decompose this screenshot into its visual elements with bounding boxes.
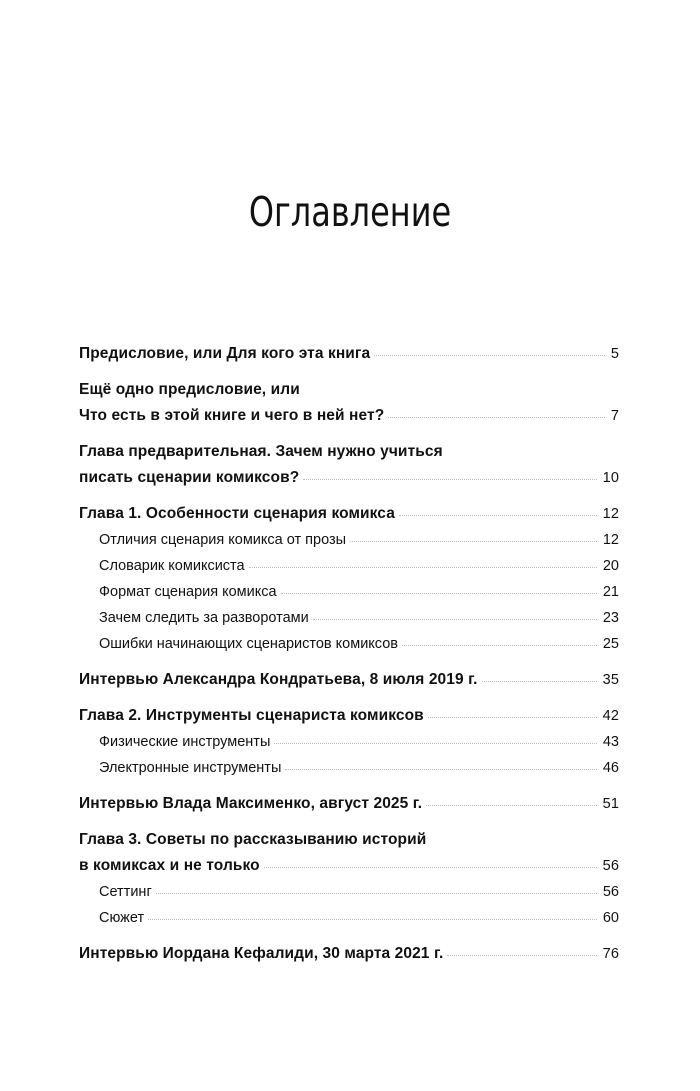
toc-entry-interview-kondratiev[interactable]	[79, 670, 619, 690]
toc-subentry[interactable]	[79, 556, 619, 576]
dot-leader	[274, 743, 596, 744]
toc-entry-label: Ошибки начинающих сценаристов комиксов	[99, 636, 398, 652]
toc-subentry[interactable]	[79, 634, 619, 654]
dot-leader	[285, 769, 596, 770]
dot-leader	[264, 867, 597, 868]
toc-entry-chapter-1[interactable]	[79, 504, 619, 524]
toc-page-number: 23	[602, 610, 619, 626]
toc-page-number: 20	[602, 558, 619, 574]
toc-entry-interview-kefalidi[interactable]	[79, 944, 619, 964]
toc-entry-label: Физические инструменты	[99, 734, 271, 750]
toc-page-number: 12	[602, 532, 619, 548]
toc-entry-preface[interactable]	[79, 344, 619, 364]
toc-page-number: 12	[602, 506, 619, 522]
toc-entry-label: Словарик комиксиста	[99, 558, 245, 574]
toc-entry-preliminary-chapter[interactable]	[79, 468, 619, 488]
toc-entry-label: Интервью Иордана Кефалиди, 30 марта 2021 г.	[79, 945, 444, 962]
toc-entry-label: Интервью Александра Кондратьева, 8 июля 2019 г.	[79, 671, 478, 688]
toc-entry-label: Зачем следить за разворотами	[99, 610, 309, 626]
toc-entry-label: Сюжет	[99, 910, 145, 926]
toc-entry-label: Сеттинг	[99, 884, 152, 900]
toc-entry-label: Формат сценария комикса	[99, 584, 277, 600]
toc-page-number: 51	[602, 796, 619, 812]
toc-entry-label: писать сценарии комиксов?	[79, 469, 300, 486]
toc-entry-chapter-3[interactable]	[79, 856, 619, 876]
page-title: Оглавление	[248, 188, 452, 236]
toc-page-number: 25	[602, 636, 619, 652]
toc-subentry[interactable]	[79, 882, 619, 902]
toc-page-number: 60	[602, 910, 619, 926]
toc-entry-interview-maksimenko[interactable]	[79, 794, 619, 814]
dot-leader	[402, 645, 597, 646]
toc-subentry[interactable]	[79, 582, 619, 602]
dot-leader	[482, 681, 597, 682]
toc-entry-label: в комиксах и не только	[79, 857, 260, 874]
toc-subentry[interactable]	[79, 758, 619, 778]
toc-entry-chapter-2[interactable]	[79, 706, 619, 726]
toc-page-number: 5	[610, 346, 619, 362]
toc-page-number: 56	[602, 884, 619, 900]
toc-page-number: 7	[610, 408, 619, 424]
dot-leader	[249, 567, 597, 568]
toc-entry-second-preface[interactable]	[79, 406, 619, 426]
toc-page-number: 76	[602, 946, 619, 962]
dot-leader	[148, 919, 597, 920]
toc-page-number: 46	[602, 760, 619, 776]
toc-subentry[interactable]	[79, 608, 619, 628]
dot-leader	[399, 515, 597, 516]
toc-entry-label: Что есть в этой книге и чего в ней нет?	[79, 407, 385, 424]
toc-entry-label: Интервью Влада Максименко, август 2025 г.	[79, 795, 423, 812]
toc-entry-label: Глава 3. Советы по рассказыванию историй	[79, 831, 427, 848]
toc-subentry[interactable]	[79, 530, 619, 550]
dot-leader	[281, 593, 597, 594]
dot-leader	[388, 417, 605, 418]
toc-page-number: 10	[602, 470, 619, 486]
toc-entry-label: Глава 2. Инструменты сценариста комиксов	[79, 707, 424, 724]
toc-subentry[interactable]	[79, 732, 619, 752]
toc-entry-second-preface-line1[interactable]	[79, 380, 619, 400]
toc-entry-label: Отличия сценария комикса от прозы	[99, 532, 347, 548]
toc-entry-label: Глава предварительная. Зачем нужно учиться	[79, 443, 443, 460]
dot-leader	[426, 805, 596, 806]
toc-entry-label: Глава 1. Особенности сценария комикса	[79, 505, 395, 522]
dot-leader	[374, 355, 605, 356]
dot-leader	[303, 479, 596, 480]
dot-leader	[156, 893, 597, 894]
dot-leader	[447, 955, 596, 956]
toc-page-number: 35	[602, 672, 619, 688]
toc-entry-preliminary-chapter-line1[interactable]	[79, 442, 619, 462]
dot-leader	[428, 717, 597, 718]
toc-entry-chapter-3-line1[interactable]	[79, 830, 619, 850]
toc-page-number: 56	[602, 858, 619, 874]
toc-entry-label: Электронные инструменты	[99, 760, 282, 776]
toc-entry-label: Предисловие, или Для кого эта книга	[79, 345, 371, 362]
toc-page-number: 42	[602, 708, 619, 724]
dot-leader	[350, 541, 597, 542]
toc-entry-label: Ещё одно предисловие, или	[79, 381, 300, 398]
toc-page-number: 21	[602, 584, 619, 600]
toc-subentry[interactable]	[79, 908, 619, 928]
toc-page-number: 43	[602, 734, 619, 750]
dot-leader	[313, 619, 597, 620]
